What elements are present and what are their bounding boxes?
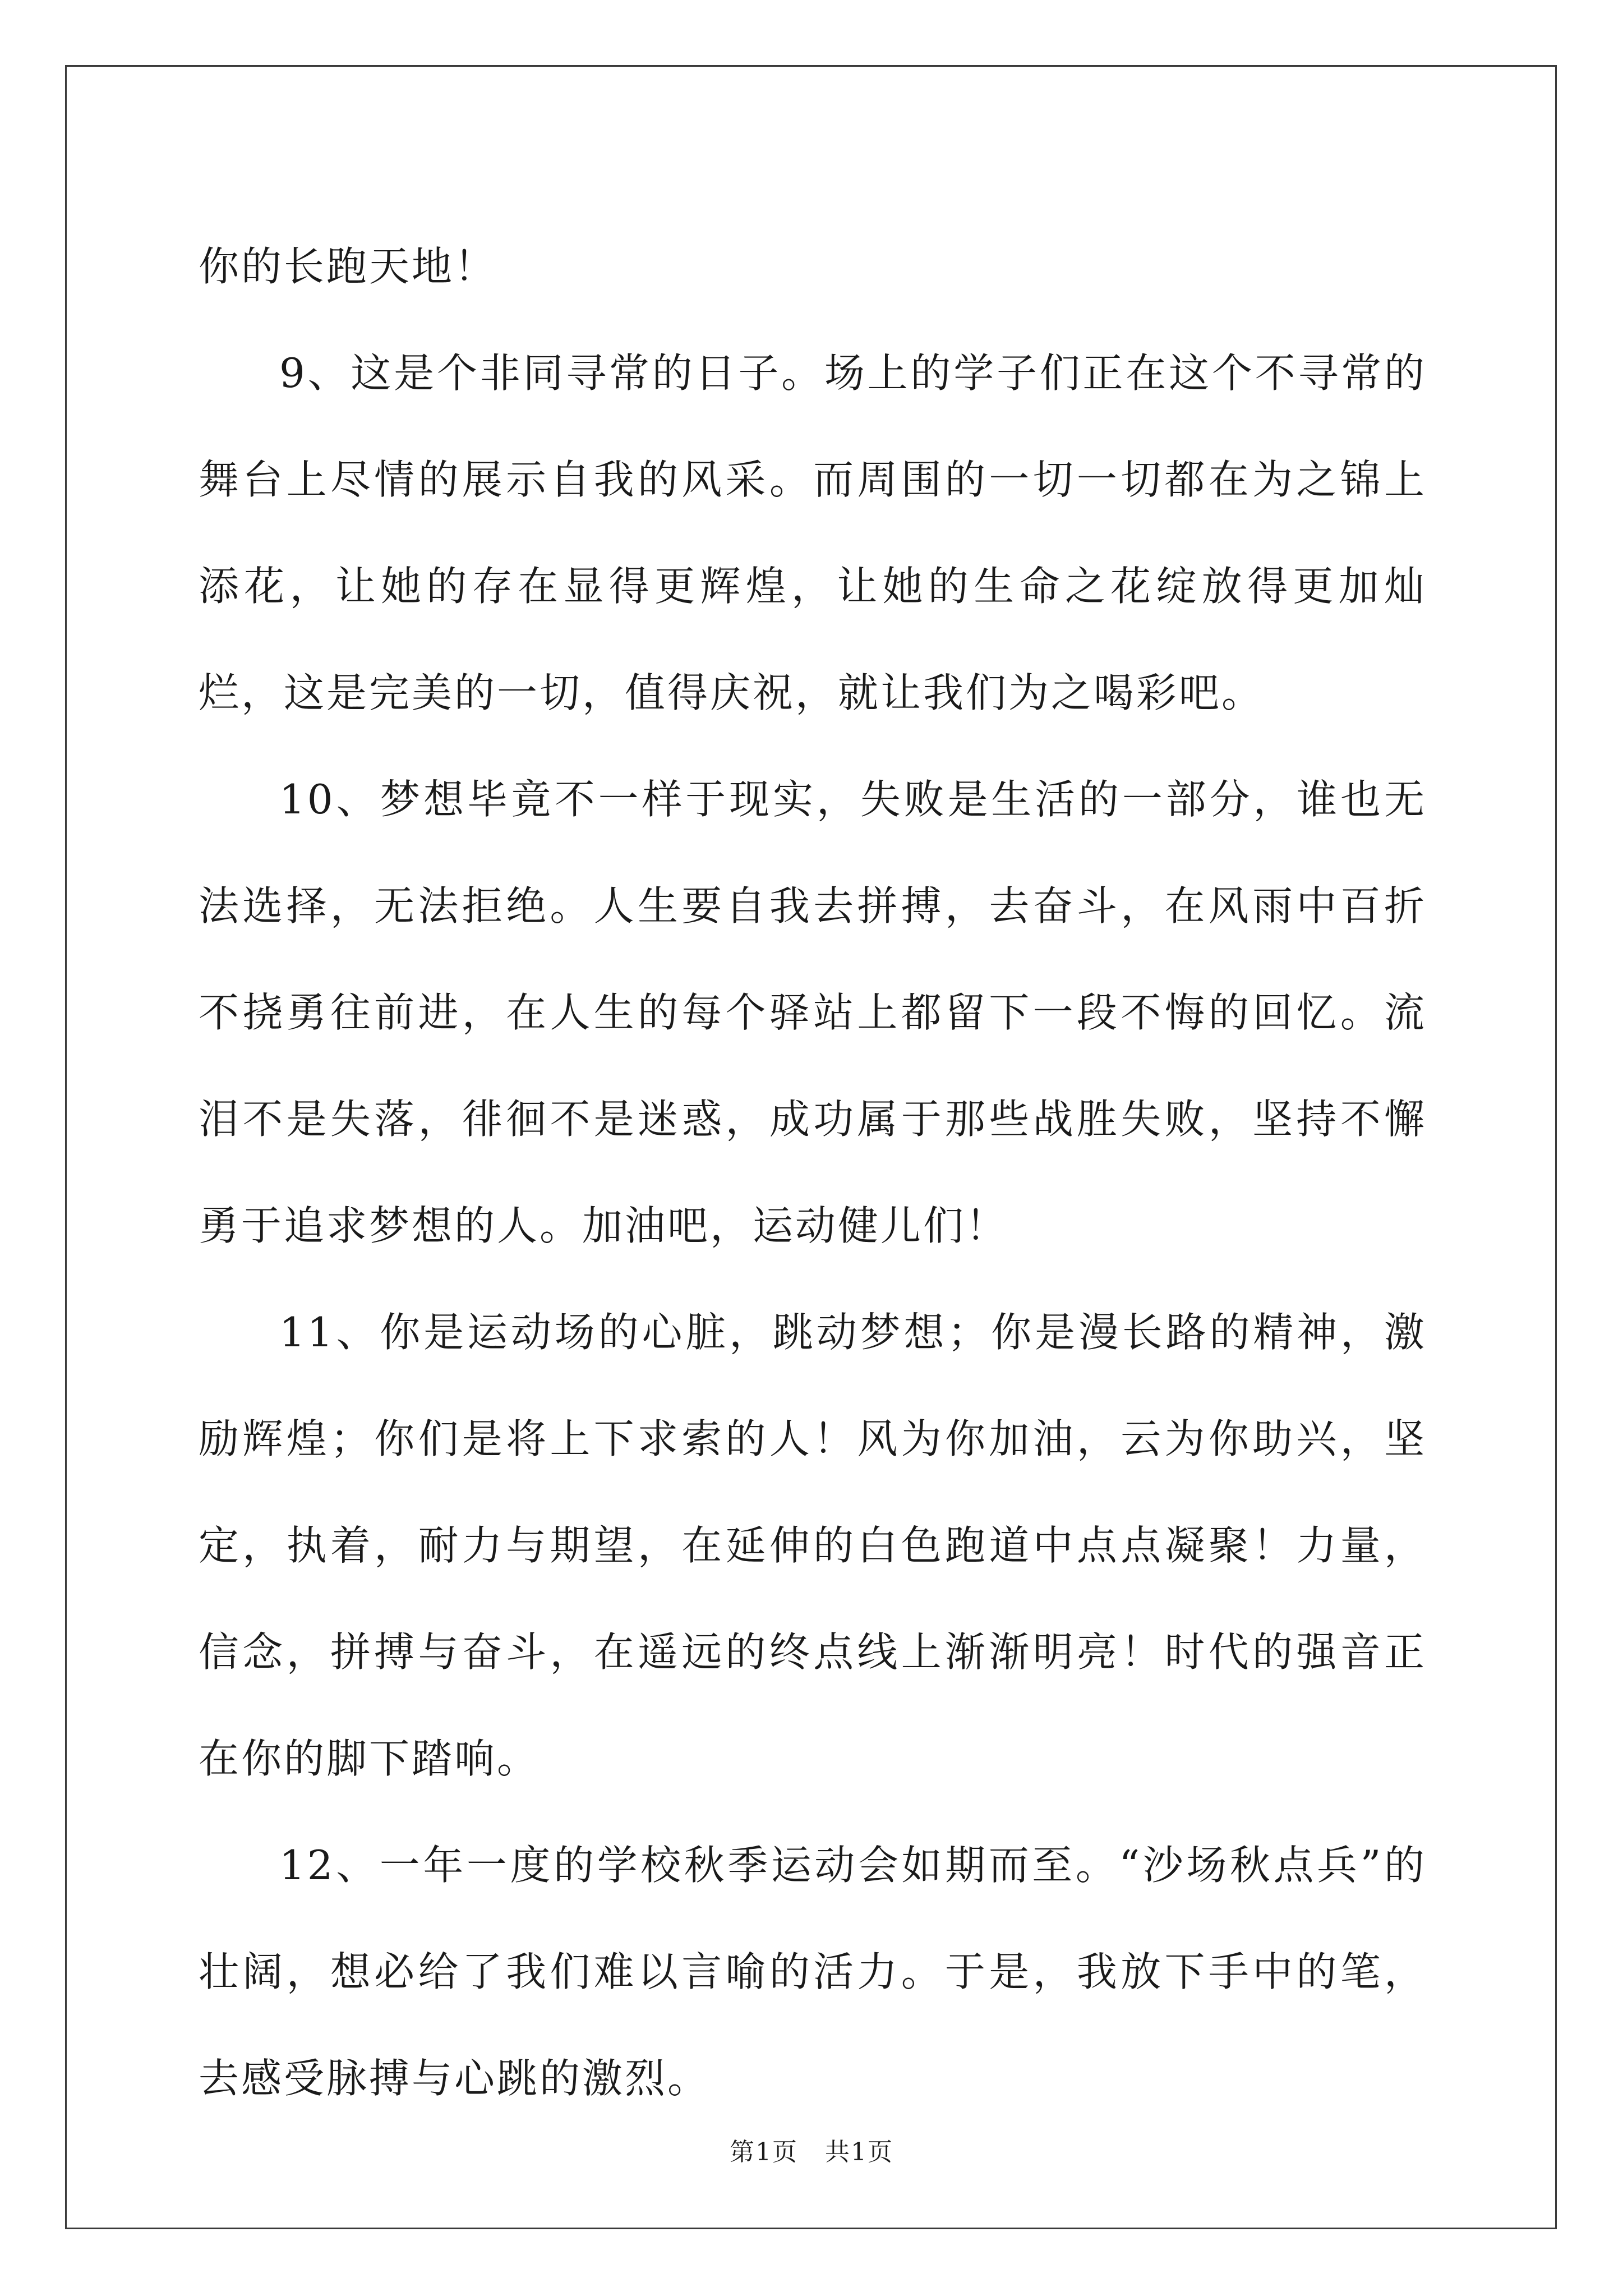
paragraph-10: 10、梦想毕竟不一样于现实，失败是生活的一部分，谁也无法选择，无法拒绝。人生要自我去拼搏，去奋斗，在风雨中百折不挠勇往前进，在人生的每个驿站上都留下一段不悔的回忆。流泪不是失落，徘徊不是迷惑，成功属于那些战胜失败，坚持不懈勇于追求梦想的人。加油吧，运动健儿们！ <box>199 776 1427 1249</box>
paragraph-9: 9、这是个非同寻常的日子。场上的学子们正在这个不寻常的舞台上尽情的展示自我的风采。而周围的一切一切都在为之锦上添花，让她的存在显得更辉煌，让她的生命之花绽放得更加灿烂，这是完美的一切，值得庆祝，就让我们为之喝彩吧。 <box>199 349 1427 716</box>
paragraph-continuation: 你的长跑天地！ <box>199 243 497 290</box>
page-footer <box>0 2132 1623 2168</box>
paragraph-12: 12、一年一度的学校秋季运动会如期而至。“沙场秋点兵”的壮阔，想必给了我们难以言喻的活力。于是，我放下手中的笔，去感受脉搏与心跳的激烈。 <box>199 1842 1427 2102</box>
paragraph-11: 11、你是运动场的心脏，跳动梦想；你是漫长路的精神，激励辉煌；你们是将上下求索的人！风为你加油，云为你助兴，坚定，执着，耐力与期望，在延伸的白色跑道中点点凝聚！力量，信念，拼搏与奋斗，在遥远的终点线上渐渐明亮！时代的强音正在你的脚下踏响。 <box>199 1309 1427 1782</box>
document-body <box>199 213 1427 2132</box>
page-total: 共1页 <box>825 2138 893 2166</box>
page-number: 第1页 <box>730 2138 798 2166</box>
